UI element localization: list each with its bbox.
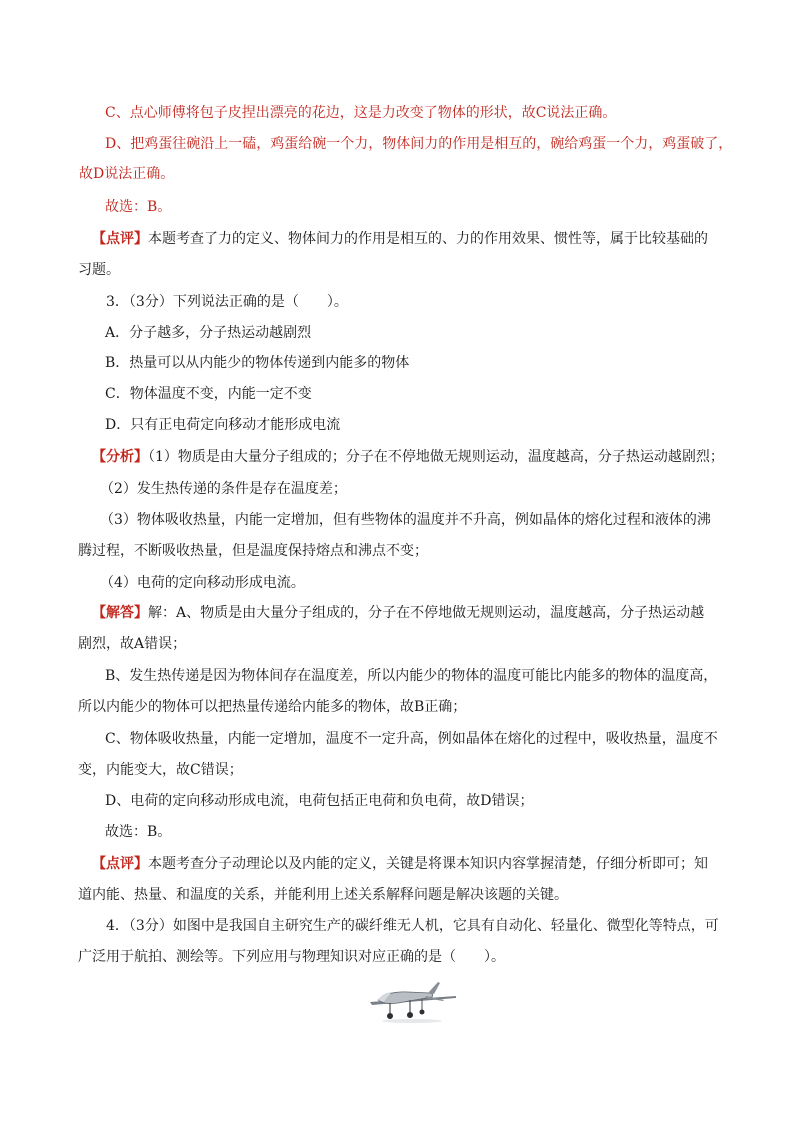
analysis-tag: 【分析】	[92, 449, 148, 465]
question-3-stem: 3．（3分）下列说法正确的是（ ）。	[106, 294, 348, 310]
comment-text-3: 本题考查分子动理论以及内能的定义，关键是将课本知识内容掌握清楚，仔细分析即可；知	[148, 856, 708, 872]
question-3-option-b: B．热量可以从内能少的物体传递到内能多的物体	[105, 355, 410, 371]
drone-icon	[368, 978, 458, 1024]
solution-a-cont: 剧烈，故A错误；	[78, 636, 187, 652]
comment-text-cont: 习题。	[78, 262, 120, 278]
comment-tag: 【点评】	[92, 231, 148, 247]
comment-text-3-cont: 道内能、热量、和温度的关系，并能利用上述关系解释问题是解决该题的关键。	[78, 887, 568, 903]
analysis-paragraph	[92, 447, 724, 467]
analysis-point-4: （4）电荷的定向移动形成电流。	[100, 575, 305, 591]
question-4-stem-cont: 广泛用于航拍、测绘等。下列应用与物理知识对应正确的是（ ）。	[78, 949, 505, 965]
analysis-point-1: （1）物质是由大量分子组成的；分子在不停地做无规则运动，温度越高，分子热运动越剧烈；	[148, 449, 724, 465]
question-3-option-d: D．只有正电荷定向移动才能形成电流	[105, 417, 341, 433]
comment-text: 本题考查了力的定义、物体间力的作用是相互的、力的作用效果、惯性等，属于比较基础的	[148, 231, 708, 247]
question-4-stem: 4．（3分）如图中是我国自主研究生产的碳纤维无人机，它具有自动化、轻量化、微型化等特点，可	[106, 918, 719, 934]
comment-paragraph	[92, 229, 708, 249]
answer-choice: 故选：B。	[105, 199, 172, 215]
analysis-point-2: （2）发生热传递的条件是存在温度差；	[100, 481, 347, 497]
explanation-option-d: D、把鸡蛋往碗沿上一磕，鸡蛋给碗一个力，物体间力的作用是相互的，碗给鸡蛋一个力，鸡蛋破了，	[105, 136, 733, 152]
solution-tag: 【解答】	[92, 605, 148, 621]
solution-d: D、电荷的定向移动形成电流，电荷包括正电荷和负电荷，故D错误；	[105, 793, 534, 809]
question-3-option-a: A．分子越多，分子热运动越剧烈	[105, 325, 312, 341]
analysis-point-3-cont: 腾过程，不断吸收热量，但是温度保持熔点和沸点不变；	[78, 543, 428, 559]
comment-tag-3: 【点评】	[92, 856, 148, 872]
question-3-option-c: C．物体温度不变，内能一定不变	[105, 386, 312, 402]
solution-a: 解：A、物质是由大量分子组成的，分子在不停地做无规则运动，温度越高，分子热运动越	[148, 605, 705, 621]
explanation-option-c: C、点心师傅将包子皮捏出漂亮的花边，这是力改变了物体的形状，故C说法正确。	[105, 105, 617, 121]
answer-choice-3: 故选：B。	[105, 824, 172, 840]
solution-paragraph	[92, 603, 704, 623]
solution-b-cont: 所以内能少的物体可以把热量传递给内能多的物体，故B正确；	[78, 699, 467, 715]
comment-paragraph-3	[92, 854, 708, 874]
solution-c-cont: 变，内能变大，故C错误；	[78, 762, 243, 778]
solution-c: C、物体吸收热量，内能一定增加，温度不一定升高，例如晶体在熔化的过程中，吸收热量，温度不	[105, 731, 718, 747]
explanation-option-d-cont: 故D说法正确。	[79, 166, 175, 182]
solution-b: B、发生热传递是因为物体间存在温度差，所以内能少的物体的温度可能比内能多的物体的温度高，	[105, 668, 718, 684]
analysis-point-3: （3）物体吸收热量，内能一定增加，但有些物体的温度并不升高，例如晶体的熔化过程和液体的沸	[100, 512, 711, 528]
